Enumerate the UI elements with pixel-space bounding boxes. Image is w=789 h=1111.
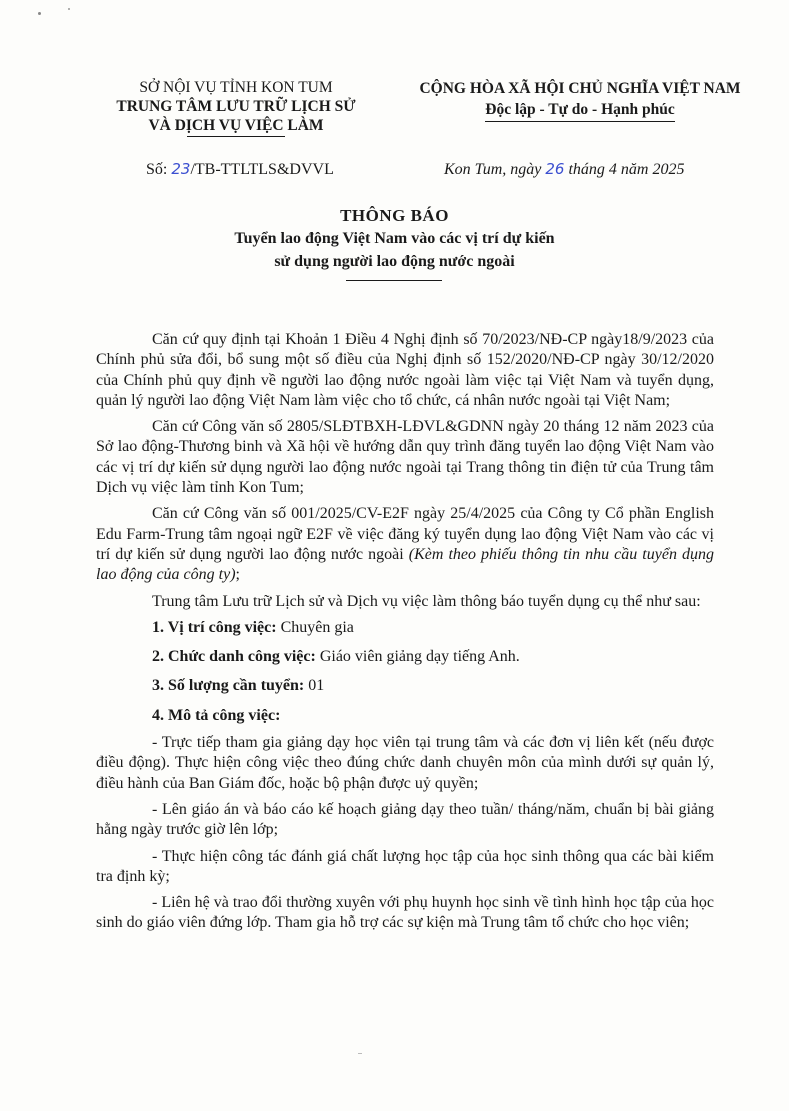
issuing-organization xyxy=(96,78,376,135)
item-label: 2. Chức danh công việc: xyxy=(152,648,316,666)
org-line-1: SỞ NỘI VỤ TỈNH KON TUM xyxy=(139,79,333,96)
national-motto: Độc lập - Tự do - Hạnh phúc xyxy=(485,99,674,122)
item-quantity xyxy=(96,676,714,696)
doc-number-handwritten: 23 xyxy=(171,160,191,178)
doc-number-suffix: /TB-TTLTLS&DVVL xyxy=(190,161,334,178)
title-underline xyxy=(346,280,442,281)
item-job-description xyxy=(96,706,714,726)
date-suffix: tháng 4 năm 2025 xyxy=(564,161,685,178)
org-line-2: TRUNG TÂM LƯU TRỮ LỊCH SỬ xyxy=(116,98,356,115)
doc-subtitle-line-2: sử dụng người lao động nước ngoài xyxy=(274,253,515,270)
doc-subtitle-line-1: Tuyển lao động Việt Nam vào các vị trí dự kiến xyxy=(234,230,555,247)
item-value: Chuyên gia xyxy=(276,618,354,636)
item-label: 3. Số lượng cần tuyển: xyxy=(152,677,305,695)
announcement-intro: Trung tâm Lưu trữ Lịch sử và Dịch vụ việc làm thông báo tuyển dụng cụ thể như sau: xyxy=(152,592,701,610)
duty-item: - Liên hệ và trao đổi thường xuyên với phụ huynh học sinh về tình hình học tập của học sinh do giáo viên đứng lớp. Tham gia hỗ trợ các sự kiện mà Trung tâm tổ chức cho học viên; xyxy=(96,894,714,932)
item-label: 1. Vị trí công việc: xyxy=(152,618,277,636)
nation-name: CỘNG HÒA XÃ HỘI CHỦ NGHĨA VIỆT NAM xyxy=(419,80,741,97)
legal-basis-paragraph: Căn cứ quy định tại Khoản 1 Điều 4 Nghị định số 70/2023/NĐ-CP ngày18/9/2023 của Chính phủ sửa đổi, bổ sung một số điều của Nghị định số 152/2020/NĐ-CP ngày 30/12/2020 của Chính phủ quy định về người lao động nước ngoài làm việc tại Việt Nam và tuyển dụng, quản lý người lao động Việt Nam làm việc cho tổ chức, cá nhân nước ngoài tại Việt Nam; xyxy=(96,331,714,409)
scan-speck xyxy=(358,1053,362,1054)
item-value: 01 xyxy=(304,677,325,695)
scan-speck xyxy=(68,8,70,10)
duty-item: - Thực hiện công tác đánh giá chất lượng học tập của học sinh thông qua các bài kiểm tra định kỳ; xyxy=(96,847,714,885)
date-prefix: Kon Tum, ngày xyxy=(444,161,546,178)
org-line-3: VÀ DỊCH VỤ VIỆC LÀM xyxy=(148,117,324,134)
legal-basis-paragraph: Căn cứ Công văn số 2805/SLĐTBXH-LĐVL&GDNN ngày 20 tháng 12 năm 2023 của Sở lao động-Thương binh và Xã hội về hướng dẫn quy trình đăng tuyển lao động Việt Nam vào các vị trí dự kiến sử dụng người lao động nước ngoài tại Trang thông tin điện tử của Trung tâm Dịch vụ việc làm tỉnh Kon Tum; xyxy=(96,418,714,497)
date-handwritten-day: 26 xyxy=(545,160,565,178)
item-job-position xyxy=(96,618,714,638)
scan-speck xyxy=(38,12,41,15)
doc-title: THÔNG BÁO xyxy=(340,206,449,225)
item-job-title xyxy=(96,647,714,667)
document-date xyxy=(444,160,684,179)
para3-attachment-note: (Kèm theo phiếu thông tin nhu cầu tuyển dụng lao động của công ty) xyxy=(96,545,714,584)
document-number xyxy=(146,160,334,179)
duty-item: - Lên giáo án và báo cáo kế hoạch giảng dạy theo tuần/ tháng/năm, chuẩn bị bài giảng hằng ngày trước giờ lên lớp; xyxy=(96,800,714,839)
document-body xyxy=(96,330,714,940)
para3-end: ; xyxy=(235,566,240,584)
duty-item: - Trực tiếp tham gia giảng dạy học viên tại trung tâm và các đơn vị liên kết (nếu được điều động). Thực hiện công việc theo đúng chức danh chuyên môn của mình dưới sự quản lý, điều hành của Ban Giám đốc, hoặc bộ phận được uỷ quyền; xyxy=(96,734,714,792)
doc-number-prefix: Số: xyxy=(146,161,172,178)
org-underline xyxy=(187,136,285,137)
legal-basis-paragraph xyxy=(96,504,714,585)
item-label: 4. Mô tả công việc: xyxy=(152,706,281,724)
para3-text: Căn cứ Công văn số 001/2025/CV-E2F ngày 25/4/2025 của Công ty Cổ phần English Edu Farm-Trung tâm ngoại ngữ E2F về việc đăng ký tuyển dụng lao động Việt Nam vào các vị trí dự kiến sử dụng người lao động nước ngoài xyxy=(96,505,714,563)
national-heading xyxy=(390,78,770,122)
item-value: Giáo viên giảng dạy tiếng Anh. xyxy=(315,648,520,666)
